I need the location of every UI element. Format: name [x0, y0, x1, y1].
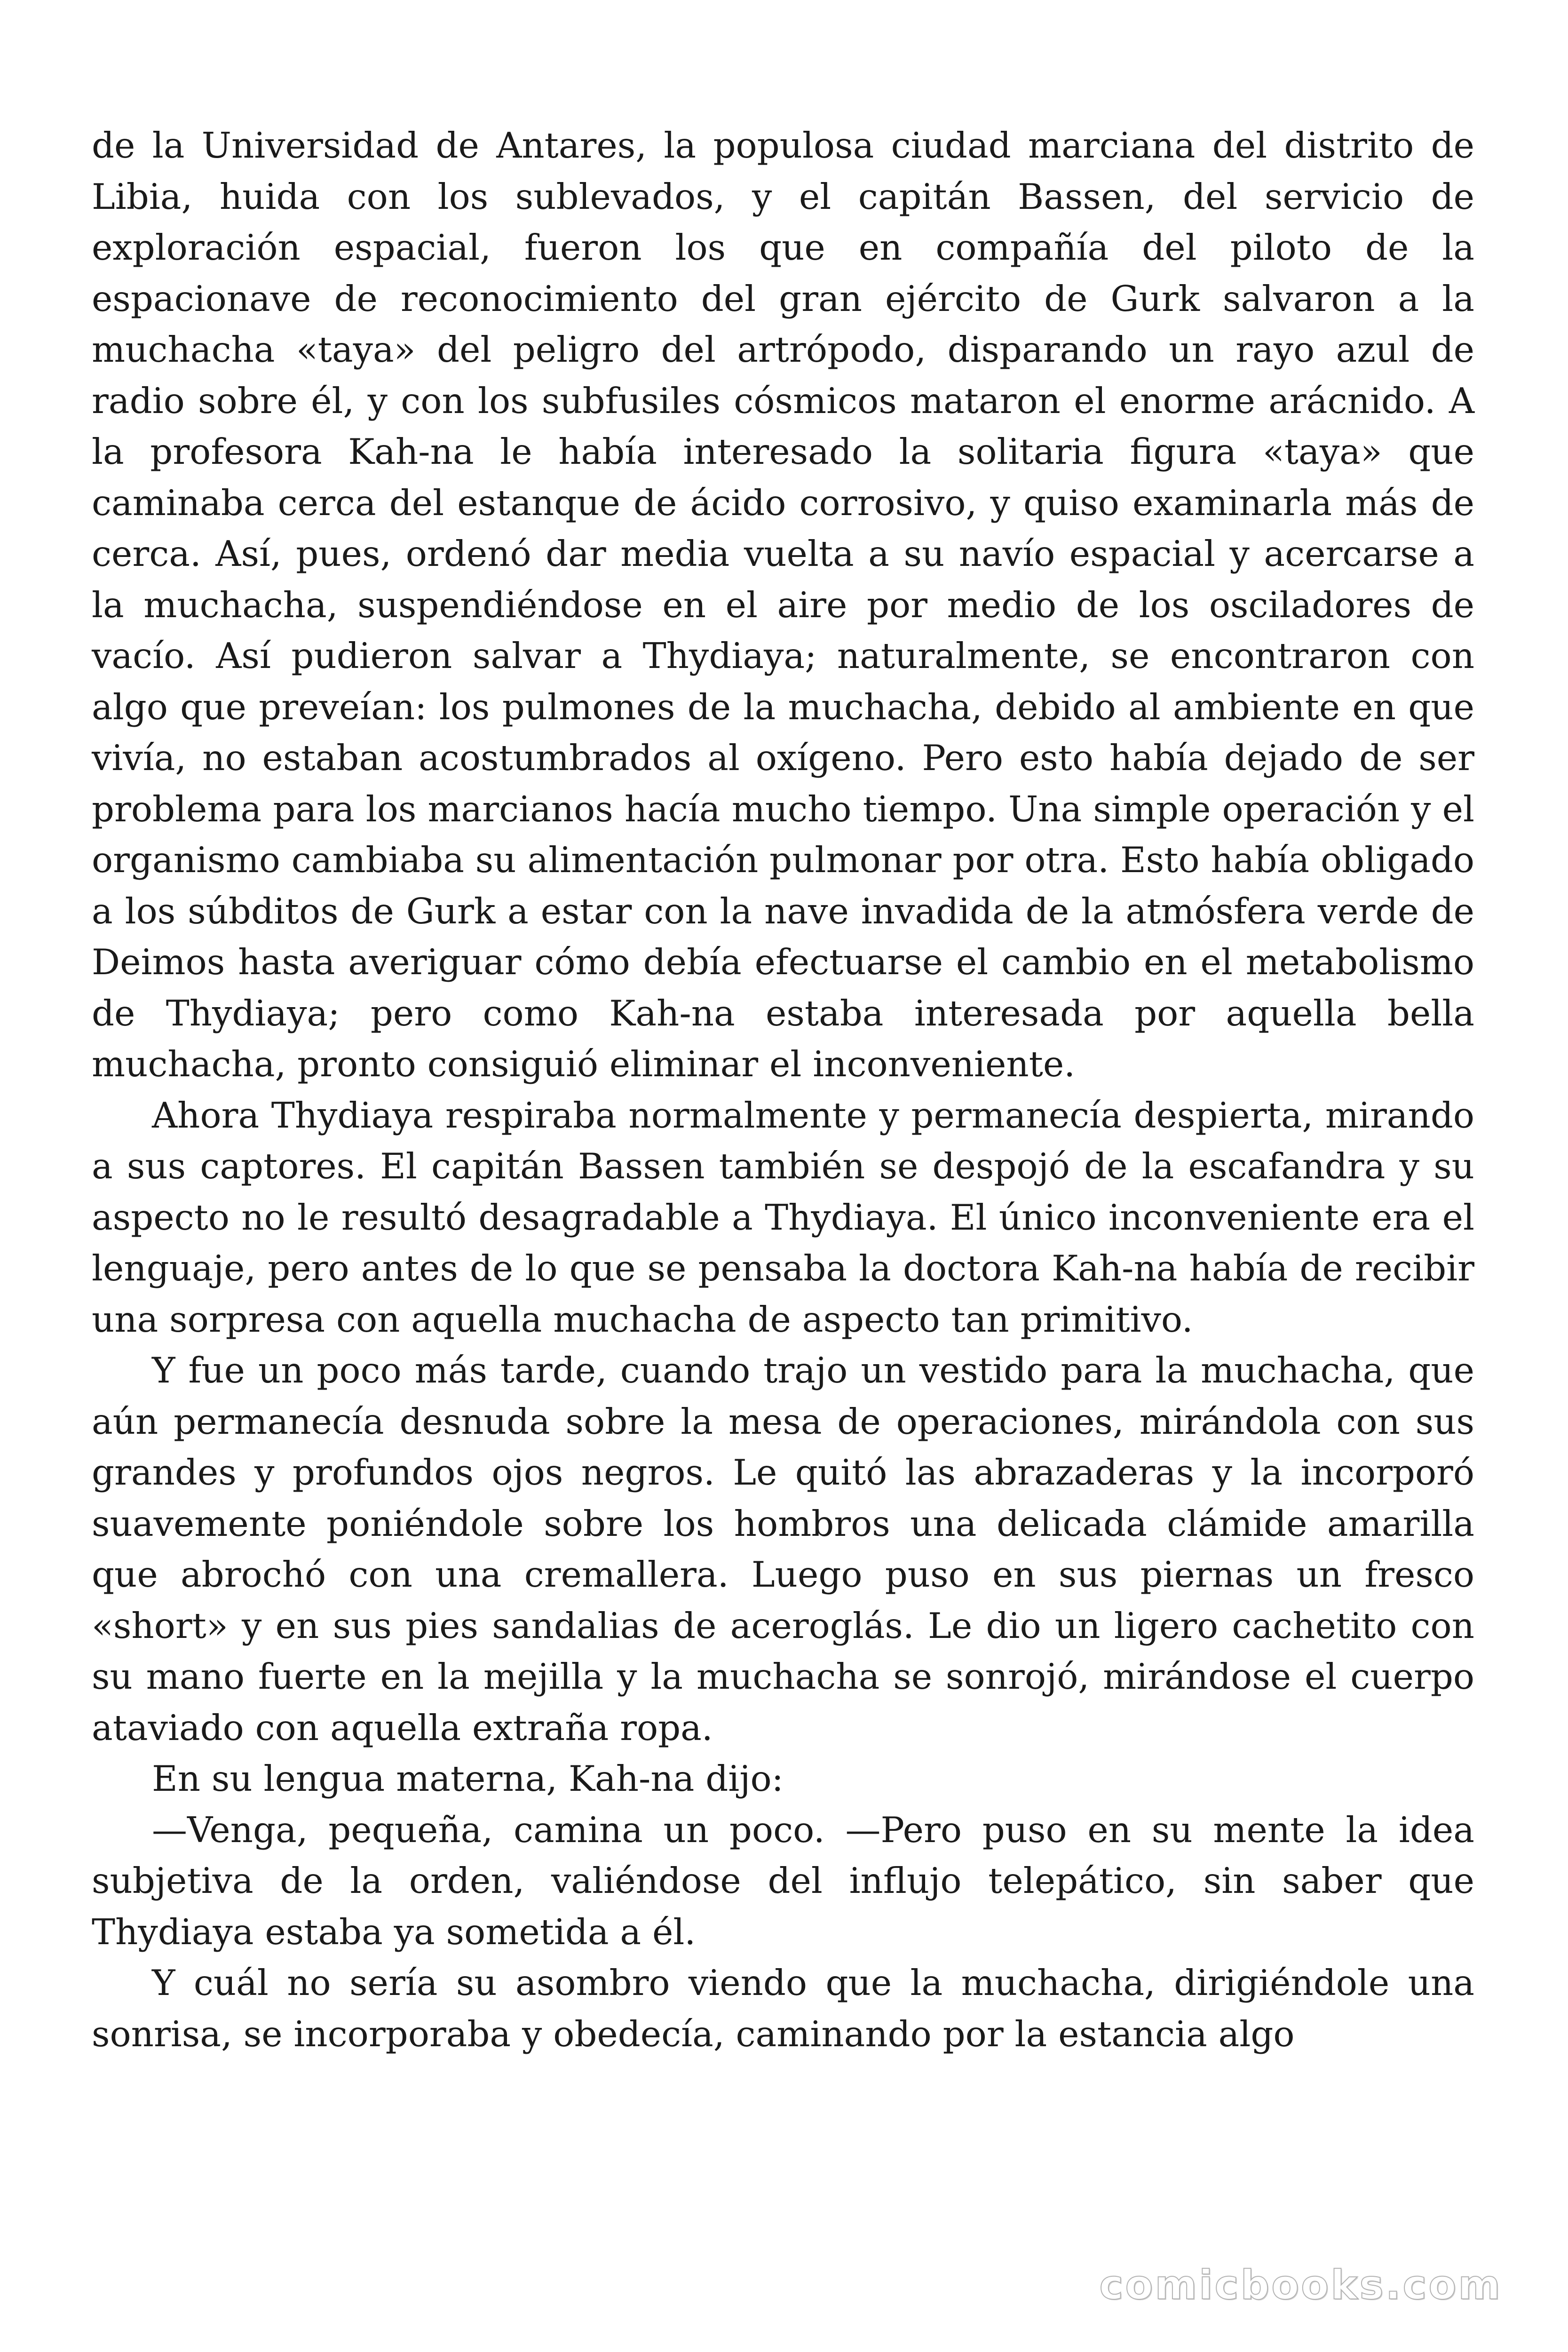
paragraph-6: Y cuál no sería su asombro viendo que la muchacha, dirigiéndole una sonrisa, se incorporaba y obedecía, caminando por la estancia algo [92, 1962, 1474, 2055]
paragraph-2: Ahora Thydiaya respiraba normalmente y permanecía despierta, mirando a sus captores. El capitán Bassen también se despojó de la escafandra y su aspecto no le resultó desagradable a Thydiaya. El único inconveniente era el lenguaje, pero antes de lo que se pensaba la doctora Kah-na había de recibir una sorpresa con aquella muchacha de aspecto tan primitivo. [92, 1094, 1474, 1340]
body-text [92, 120, 1474, 2059]
paragraph-5: —Venga, pequeña, camina un poco. —Pero puso en su mente la idea subjetiva de la orden, valiéndose del influjo telepático, sin saber que Thydiaya estaba ya sometida a él. [92, 1809, 1474, 1953]
watermark-text: comicbooks.com [1099, 2262, 1502, 2309]
paragraph-3: Y fue un poco más tarde, cuando trajo un vestido para la muchacha, que aún permanecía desnuda sobre la mesa de operaciones, mirándola con sus grandes y profundos ojos negros. Le quitó las abrazaderas y la incorporó suavemente poniéndole sobre los hombros una delicada clámide amarilla que abrochó con una cremallera. Luego puso en sus piernas un fresco «short» y en sus pies sandalias de aceroglás. Le dio un ligero cachetito con su mano fuerte en la mejilla y la muchacha se sonrojó, mirándose el cuerpo ataviado con aquella extraña ropa. [92, 1350, 1474, 1748]
paragraph-1: de la Universidad de Antares, la populosa ciudad marciana del distrito de Libia, huida con los sublevados, y el capitán Bassen, del servicio de exploración espacial, fueron los que en compañía del piloto de la espacionave de reconocimiento del gran ejército de Gurk salvaron a la muchacha «taya» del peligro del artrópodo, disparando un rayo azul de radio sobre él, y con los subfusiles cósmicos mataron el enorme arácnido. A la profesora Kah-na le había interesado la solitaria figura «taya» que caminaba cerca del estanque de ácido corrosivo, y quiso examinarla más de cerca. Así, pues, ordenó dar media vuelta a su navío espacial y acercarse a la muchacha, suspendiéndose en el aire por medio de los osciladores de vacío. Así pudieron salvar a Thydiaya; naturalmente, se encontraron con algo que preveían: los pulmones de la muchacha, debido al ambiente en que vivía, no estaban acostumbrados al oxígeno. Pero esto había dejado de ser problema para los marcianos hacía mucho tiempo. Una simple operación y el organismo cambiaba su alimentación pulmonar por otra. Esto había obligado a los súbditos de Gurk a estar con la nave invadida de la atmósfera verde de Deimos hasta averiguar cómo debía efectuarse el cambio en el metabolismo de Thydiaya; pero como Kah-na estaba interesada por aquella bella muchacha, pronto consiguió eliminar el inconveniente. [92, 125, 1474, 1085]
paragraph-4: En su lengua materna, Kah-na dijo: [152, 1758, 784, 1799]
